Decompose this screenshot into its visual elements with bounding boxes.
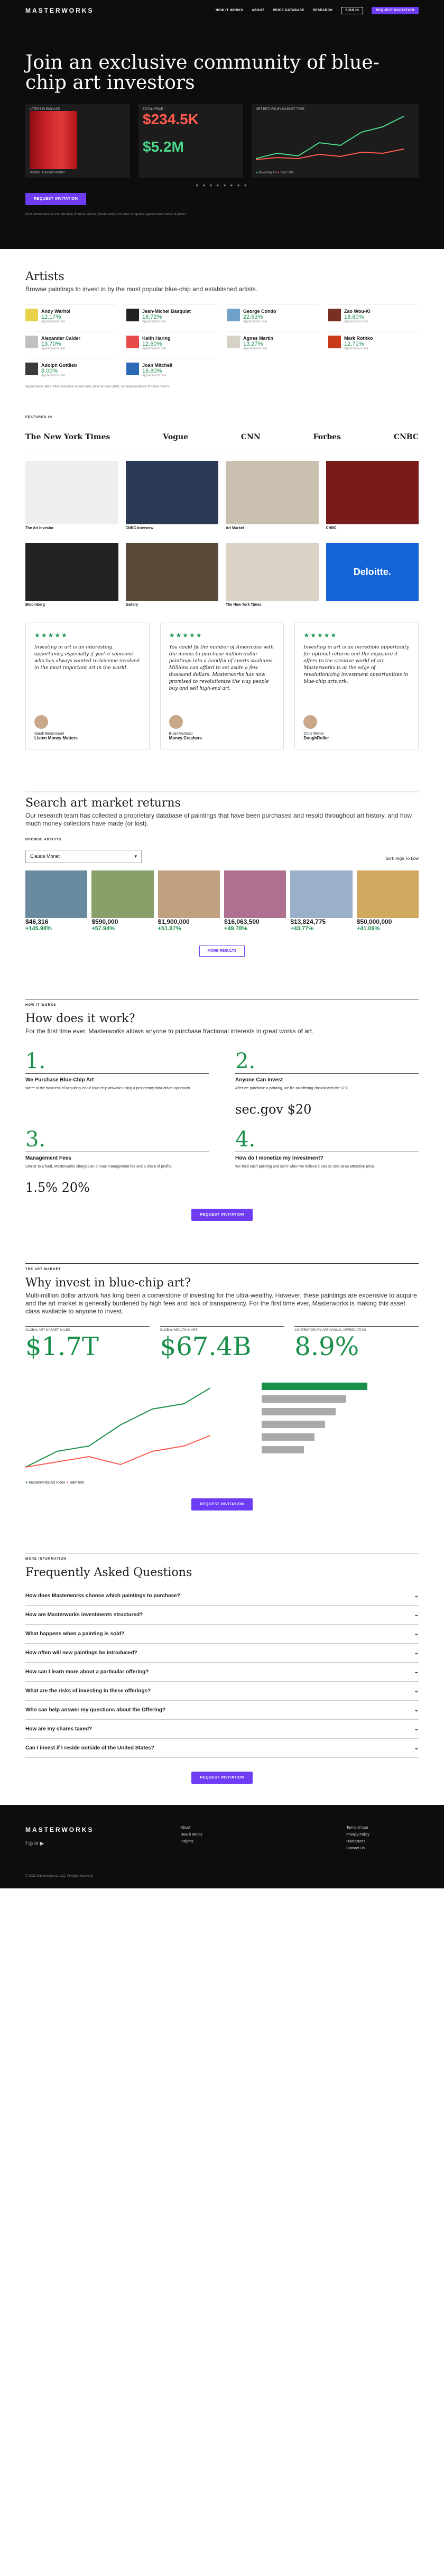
step	[235, 1049, 419, 1117]
price-value: $234.5K	[143, 111, 199, 127]
how-title: How does it work?	[25, 1012, 135, 1025]
avatar	[169, 715, 183, 729]
artist-item[interactable]	[126, 304, 217, 323]
step	[25, 1127, 209, 1195]
faq-question: Who can help answer my questions about the Offering?	[25, 1707, 166, 1713]
chevron-down-icon: ⌄	[414, 1650, 419, 1656]
result-item[interactable]	[224, 870, 286, 932]
faq-question: How are Masterworks investments structured?	[25, 1612, 143, 1618]
faq-title: Frequently Asked Questions	[25, 1566, 192, 1579]
sort-select[interactable]: Sort: High To Low	[385, 856, 419, 861]
painting-caption: Untitled, Gerhard Richter	[30, 171, 65, 174]
faq-eyebrow: MORE INFORMATION	[25, 1558, 67, 1561]
painting-thumb	[25, 870, 87, 918]
hero-footnote: Past performance is not indicative of future returns. Masterworks Art Index compares against broad index of prices.	[25, 213, 187, 216]
faq-question: What are the risks of investing in these offerings?	[25, 1688, 151, 1694]
video-card[interactable]: Gallery	[126, 543, 219, 607]
step-number: 4.	[235, 1127, 419, 1152]
artist-item[interactable]	[126, 358, 217, 377]
stat-1: GLOBAL ART MARKET SALES $1.7T	[25, 1326, 150, 1361]
footer-link[interactable]: How it Works	[180, 1833, 202, 1837]
faq-question: How does Masterworks choose which paintings to purchase?	[25, 1593, 180, 1599]
faq-question: Can I invest if I reside outside of the United States?	[25, 1745, 154, 1751]
artist-thumb	[126, 363, 139, 375]
press-logos	[25, 424, 419, 450]
artist-name: Adolph Gottlieb	[41, 363, 77, 368]
painting-thumb	[290, 870, 352, 918]
result-item[interactable]	[91, 870, 153, 932]
quote-name: Chris Wolter	[303, 732, 324, 736]
artist-name: Andy Warhol	[41, 309, 71, 314]
hero-cta-button[interactable]: REQUEST INVITATION	[25, 193, 86, 205]
carousel-dots[interactable]: ● ● ● ● ● ● ● ●	[196, 183, 248, 188]
artists-grid	[25, 304, 419, 377]
result-return: +49.78%	[224, 925, 247, 932]
artist-name: Agnes Martin	[243, 336, 274, 341]
artist-return: 18.80%	[344, 314, 364, 320]
faq-question: How are my shares taxed?	[25, 1726, 92, 1732]
stars-icon: ★★★★★	[303, 632, 338, 639]
step-desc: Similar to a fund, Masterworks charges an annual management fee and a share of profits.	[25, 1165, 172, 1169]
artist-return: 12.60%	[142, 341, 162, 347]
faq-item[interactable]	[25, 1663, 419, 1682]
artist-return: 12.71%	[344, 341, 364, 347]
testimonial-card	[160, 623, 284, 749]
how-eyebrow: HOW IT WORKS	[25, 1004, 57, 1007]
step	[235, 1127, 419, 1195]
painting-image	[30, 111, 77, 169]
faq-question: What happens when a painting is sold?	[25, 1631, 125, 1637]
stars-icon: ★★★★★	[169, 632, 203, 639]
quote-text: You could fit the number of Americans with the means to purchase million-dollar paintings into a handful of sports stadiums. Millions can afford to set aside a few thousand dollars. Masterworks has now promised to revolutionize the way people buy and sell high-end art.	[169, 645, 274, 691]
testimonial-card	[294, 623, 419, 749]
artist-name: Zao Wou-Ki	[344, 309, 371, 314]
painting-thumb	[158, 870, 220, 918]
faq-question: How often will new paintings be introduced?	[25, 1650, 137, 1656]
legend-sp: S&P 500	[69, 1481, 85, 1485]
faq-cta-button[interactable]: REQUEST INVITATION	[191, 1772, 252, 1784]
quote-org: Listen Money Matters	[34, 736, 78, 740]
chevron-down-icon: ⌄	[414, 1745, 419, 1751]
artist-item[interactable]	[328, 331, 419, 350]
artists-title: Artists	[25, 270, 64, 283]
chevron-down-icon: ⌄	[414, 1612, 419, 1618]
artist-thumb	[25, 363, 38, 375]
sp500-line	[25, 1435, 210, 1467]
press-card[interactable]: CNBC Interview	[126, 461, 219, 530]
artist-return: 18.72%	[142, 314, 162, 320]
index-chart	[25, 1372, 210, 1478]
latest-purchase-card	[25, 104, 130, 178]
quote-name: Sarah Bettencourt	[34, 732, 64, 736]
nav-price[interactable]: PRICE DATABASE	[273, 9, 304, 12]
quote-org: DoughRoller	[303, 736, 329, 740]
artist-meta: Appreciation rate	[41, 374, 66, 377]
footer-link[interactable]: Disclosures	[346, 1840, 366, 1843]
price-value-2: $5.2M	[143, 138, 184, 155]
results-gallery	[25, 870, 419, 932]
painting-thumb	[224, 870, 286, 918]
quote-org: Money Crashers	[169, 736, 202, 740]
artist-return: 13.70%	[41, 341, 61, 347]
artist-item[interactable]	[25, 358, 116, 377]
artist-name: George Condo	[243, 309, 276, 314]
sign-in-button[interactable]: SIGN IN	[341, 7, 363, 14]
stars-icon: ★★★★★	[34, 632, 68, 639]
artist-meta: Appreciation rate	[142, 347, 166, 350]
hero	[0, 0, 444, 249]
avatar	[303, 715, 317, 729]
artist-thumb	[126, 336, 139, 348]
why-cta-button[interactable]: REQUEST INVITATION	[191, 1498, 252, 1511]
chevron-down-icon: ⌄	[414, 1669, 419, 1675]
artist-meta: Appreciation rate	[243, 347, 267, 350]
artist-item[interactable]	[227, 331, 318, 350]
step-title: We Purchase Blue-Chip Art	[25, 1077, 94, 1083]
footer-link[interactable]: Contact Us	[346, 1847, 365, 1850]
video-card[interactable]: The New York Times	[226, 543, 319, 607]
step-title: Management Fees	[25, 1155, 71, 1161]
faq-item[interactable]	[25, 1587, 419, 1606]
logo-nyt: The New York Times	[25, 433, 110, 441]
step-title: Anyone Can Invest	[235, 1077, 283, 1083]
faq-item[interactable]	[25, 1682, 419, 1701]
quote-text: Investing in art is an incredible opportunity for optimal returns and the exposure it offers to the creative world of art. Masterworks is at the edge of revolutionizing investment opportunities in blue-chip artwork.	[303, 645, 409, 684]
sp500-line	[256, 149, 404, 160]
painting-thumb	[357, 870, 419, 918]
artist-return: 12.17%	[41, 314, 61, 320]
hero-title: Join an exclusive community of blue-chip art investors	[25, 52, 380, 94]
chevron-down-icon: ⌄	[414, 1726, 419, 1732]
how-subtitle: For the first time ever, Masterworks allows anyone to purchase fractional interests in great works of art.	[25, 1027, 314, 1035]
step-desc: We're in the business of acquiring iconic blue-chip artworks using a proprietary data-driven approach.	[25, 1087, 191, 1090]
footer-link[interactable]: Terms of Use	[346, 1826, 368, 1830]
result-item[interactable]	[357, 870, 419, 932]
footer-link[interactable]: Privacy Policy	[346, 1833, 369, 1837]
chevron-down-icon: ⌄	[414, 1707, 419, 1713]
artist-meta: Appreciation rate	[243, 320, 267, 323]
artists-note: Appreciation rates reflect historical repeat sales data for each artist, not representative of future returns.	[25, 385, 171, 388]
return-chart-card: NET RETURN BY MARKET TYPE ● Blue-chip Art ● S&P 500	[252, 104, 419, 178]
artist-return: 13.27%	[243, 341, 263, 347]
result-return: +41.09%	[356, 925, 380, 932]
faq-item[interactable]	[25, 1625, 419, 1644]
step-number: 3.	[25, 1127, 209, 1152]
footer-logo[interactable]: MASTERWORKS	[25, 1826, 94, 1833]
step	[25, 1049, 209, 1117]
artist-meta: Appreciation rate	[41, 320, 66, 323]
artist-name: Keith Haring	[142, 336, 171, 341]
stat-2: GLOBAL WEALTH IN ART $67.4B	[160, 1326, 284, 1361]
browse-label: BROWSE ARTISTS	[25, 838, 62, 841]
artist-thumb	[126, 309, 139, 321]
footer-link[interactable]: About	[180, 1826, 190, 1830]
bar-chart	[230, 1372, 415, 1478]
quote-text: Investing in art is an interesting opportunity, especially if you're someone who has always wanted to become involved in the most important art in the world.	[34, 645, 140, 671]
quote-name: Brian Martucci	[169, 732, 193, 736]
artist-name: Joan Mitchell	[142, 363, 173, 368]
artist-meta: Appreciation rate	[41, 347, 66, 350]
press-card[interactable]: CNBC	[326, 461, 419, 530]
press-card[interactable]: Art Market	[226, 461, 319, 530]
step-number: 2.	[235, 1049, 419, 1074]
result-item[interactable]	[25, 870, 87, 932]
press-eyebrow: FEATURED IN	[25, 416, 52, 419]
legend-1: Blue-chip Art	[258, 171, 277, 174]
result-return: +145.98%	[25, 925, 52, 932]
artist-item[interactable]	[328, 304, 419, 323]
video-card[interactable]: Bloomberg	[25, 543, 118, 607]
footer	[0, 1805, 444, 1888]
result-price: $50,000,000	[356, 918, 392, 925]
result-price: $1,900,000	[158, 918, 190, 925]
chevron-down-icon: ⌄	[414, 1593, 419, 1599]
how-cta-button[interactable]: REQUEST INVITATION	[191, 1209, 252, 1221]
artist-name: Jean-Michel Basquiat	[142, 309, 191, 314]
result-price: $590,000	[91, 918, 118, 925]
step-stat: 1.5% 20%	[25, 1180, 90, 1195]
result-return: +57.94%	[91, 925, 115, 932]
artist-thumb	[227, 336, 240, 348]
video-card[interactable]: Deloitte.	[326, 543, 419, 607]
faq-item[interactable]	[25, 1644, 419, 1663]
artist-return: 16.80%	[142, 368, 162, 374]
art-index-line	[25, 1388, 210, 1467]
result-price: $46,316	[25, 918, 49, 925]
result-return: +51.87%	[158, 925, 181, 932]
artist-thumb	[328, 336, 341, 348]
painting-thumb	[91, 870, 153, 918]
artist-meta: Appreciation rate	[142, 320, 166, 323]
faq-question: How can I learn more about a particular offering?	[25, 1669, 149, 1675]
nav-how[interactable]: HOW IT WORKS	[216, 9, 244, 12]
price-card	[138, 104, 243, 178]
artist-item[interactable]	[25, 304, 116, 323]
result-item[interactable]	[290, 870, 352, 932]
nav-about[interactable]: ABOUT	[252, 9, 265, 12]
market-subtitle: Our research team has collected a proprietary database of paintings that have been purchased and resold throughout art history, and how much money collectors have made (or lost).	[25, 812, 412, 827]
artist-thumb	[25, 309, 38, 321]
artist-meta: Appreciation rate	[142, 374, 166, 377]
faq-item[interactable]	[25, 1739, 419, 1758]
testimonials	[25, 623, 419, 749]
artists-subtitle: Browse paintings to invest in by the most popular blue-chip and established artists.	[25, 285, 257, 293]
nav-research[interactable]: RESEARCH	[312, 9, 333, 12]
result-item[interactable]	[158, 870, 220, 932]
result-return: +43.77%	[290, 925, 314, 932]
why-eyebrow: THE ART MARKET	[25, 1268, 61, 1271]
artist-thumb	[227, 309, 240, 321]
legend-art: Masterworks Art Index	[29, 1481, 66, 1485]
artist-return: 8.00%	[41, 368, 58, 374]
price-label: TOTAL PRICE	[143, 108, 163, 111]
artist-return: 22.63%	[243, 314, 263, 320]
more-results-button[interactable]: MORE RESULTS	[199, 946, 244, 957]
logo[interactable]: MASTERWORKS	[25, 7, 94, 14]
why-subtitle: Multi-million dollar artwork has long been a cornerstone of investing for the ultra-wealthy. However, these paintings are expensive to acquire and the art market is generally burdened by high fees and lack of transparency. For the first time ever, Masterworks is making this asset class available to anyone to invest.	[25, 1292, 417, 1315]
return-chart	[256, 111, 414, 164]
step-title: How do I monetize my investment?	[235, 1155, 323, 1161]
footer-link[interactable]: Insights	[180, 1840, 193, 1843]
artist-item[interactable]	[126, 331, 217, 350]
artist-thumb	[25, 336, 38, 348]
artist-select[interactable]: Claude Monet ▾	[25, 850, 142, 863]
stat-3: CONTEMPORARY ART ANNUAL APPRECIATION 8.9%	[294, 1326, 419, 1361]
chevron-down-icon: ▾	[134, 854, 137, 859]
result-price: $16,063,500	[224, 918, 260, 925]
artist-meta: Appreciation rate	[344, 320, 368, 323]
artist-name: Mark Rothko	[344, 336, 373, 341]
faq-item[interactable]	[25, 1701, 419, 1720]
legend-2: S&P 500	[280, 171, 293, 174]
chevron-down-icon: ⌄	[414, 1631, 419, 1637]
copyright: © 2021 Masterworks.io, LLC. All rights reserved.	[25, 1875, 94, 1878]
artist-item[interactable]	[227, 304, 318, 323]
faq-item[interactable]	[25, 1606, 419, 1625]
chart-label: NET RETURN BY MARKET TYPE	[256, 108, 304, 111]
press-card[interactable]: The Art Investor	[25, 461, 118, 530]
card-label: LATEST PURCHASE	[30, 108, 60, 111]
nav-cta-button[interactable]: REQUEST INVITATION	[372, 7, 419, 14]
testimonial-card	[25, 623, 150, 749]
artist-meta: Appreciation rate	[344, 347, 368, 350]
artist-thumb	[328, 309, 341, 321]
avatar	[34, 715, 48, 729]
top-nav	[25, 0, 419, 21]
chevron-down-icon: ⌄	[414, 1688, 419, 1694]
blue-chip-line	[256, 116, 404, 159]
social-icons[interactable]: f ◎ in ▶	[25, 1841, 44, 1847]
market-title: Search art market returns	[25, 796, 181, 810]
why-title: Why invest in blue-chip art?	[25, 1276, 191, 1290]
artist-name: Alexander Calder	[41, 336, 81, 341]
logo-vogue: Vogue	[163, 433, 189, 441]
step-stat: sec.gov $20	[235, 1102, 312, 1117]
step-desc: After we purchase a painting, we file an offering circular with the SEC.	[235, 1087, 350, 1090]
logo-cnn: CNN	[240, 433, 261, 441]
step-number: 1.	[25, 1049, 209, 1074]
logo-forbes: Forbes	[313, 433, 341, 441]
step-desc: We hold each painting and sell it when we believe it can be sold at an attractive price.	[235, 1165, 375, 1169]
logo-cnbc: CNBC	[393, 433, 419, 441]
faq-item[interactable]	[25, 1720, 419, 1739]
artist-item[interactable]	[25, 331, 116, 350]
result-price: $13,824,775	[290, 918, 326, 925]
